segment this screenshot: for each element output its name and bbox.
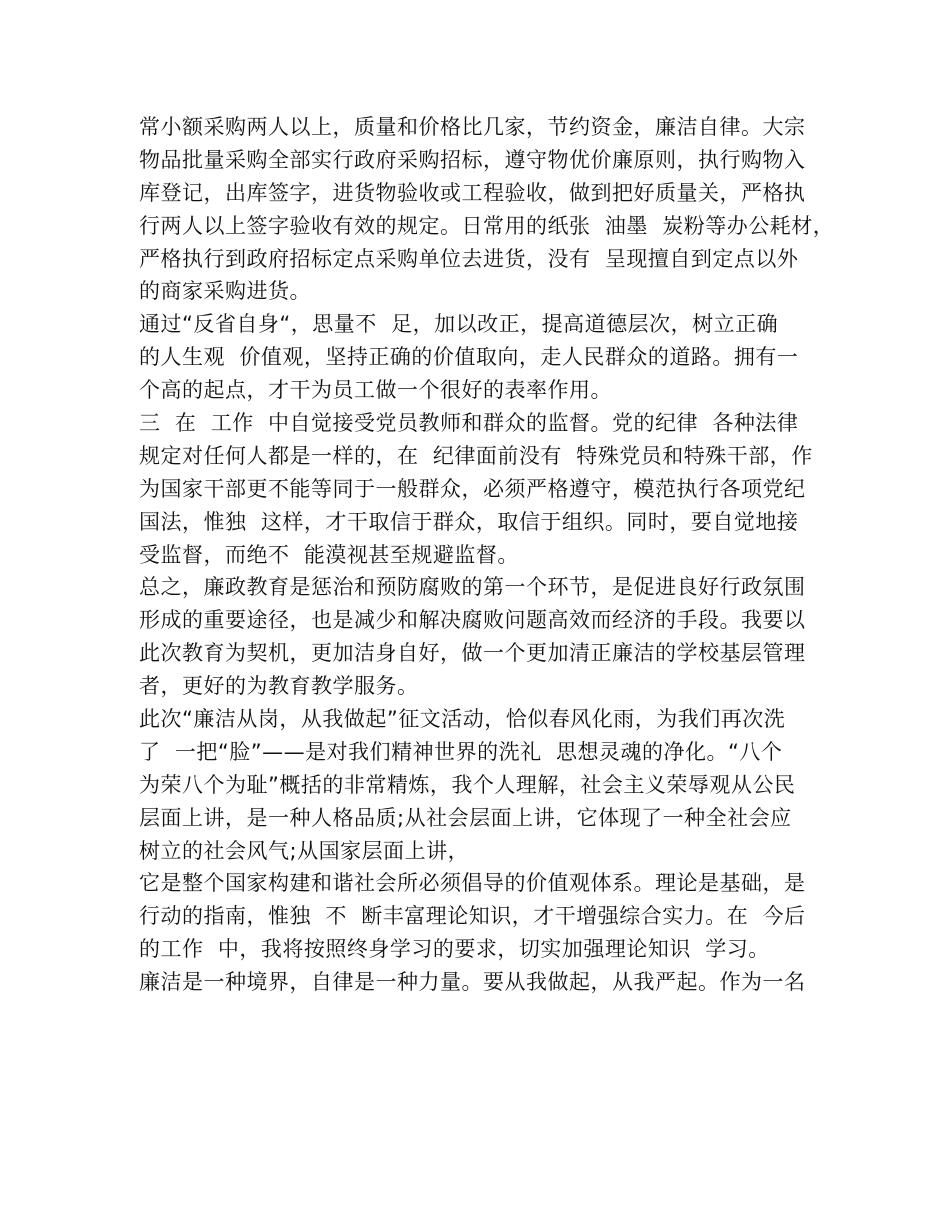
text-line: 总之，廉政教育是惩治和预防腐败的第一个环节，是促进良好行政氛围 [139, 575, 806, 600]
text-line: 树立的社会风气;从国家层面上讲， [139, 838, 470, 863]
text-line: 常小额采购两人以上，质量和价格比几家，节约资金，廉洁自律。大宗 [139, 115, 806, 139]
text-line: 了 一把“脸”——是对我们精神世界的洗礼 思想灵魂的净化。“八个 [139, 739, 783, 764]
text-line: 行两人以上签字验收有效的规定。日常用的纸张 油墨 炭粉等办公耗材， [139, 213, 835, 238]
text-line: 库登记，出库签字，进货物验收或工程验收，做到把好质量关，严格执 [139, 180, 806, 205]
text-line: 为国家干部更不能等同于一般群众，必须严格遵守，模范执行各项党纪 [139, 476, 806, 501]
text-line: 为荣八个为耻”概括的非常精炼，我个人理解，社会主义荣辱观从公民 [139, 772, 796, 797]
text-line: 它是整个国家构建和谐社会所必须倡导的价值观体系。理论是基础，是 [139, 871, 806, 896]
text-line: 此次教育为契机，更加洁身自好，做一个更加清正廉洁的学校基层管理 [139, 641, 806, 666]
text-line: 行动的指南，惟独 不 断丰富理论知识，才干增强综合实力。在 今后 [139, 904, 806, 929]
text-line: 形成的重要途径，也是减少和解决腐败问题高效而经济的手段。我要以 [139, 608, 806, 633]
text-line: 通过“反省自身“，思量不 足，加以改正，提高道德层次，树立正确 [139, 312, 779, 337]
text-line: 三 在 工作 中自觉接受党员教师和群众的监督。党的纪律 各种法律 [139, 411, 799, 436]
text-line: 的工作 中，我将按照终身学习的要求，切实加强理论知识 学习。 [139, 937, 770, 962]
text-line: 者，更好的为教育教学服务。 [139, 674, 419, 699]
text-line: 受监督，而绝不 能漠视甚至规避监督。 [139, 542, 519, 567]
text-line: 此次“廉洁从岗，从我做起”征文活动，恰似春风化雨，为我们再次洗 [139, 707, 786, 732]
text-line: 国法，惟独 这样，才干取信于群众，取信于组织。同时，要自觉地接 [139, 509, 799, 534]
text-line: 廉洁是一种境界，自律是一种力量。要从我做起，从我严起。作为一名 [139, 970, 806, 995]
text-line: 个高的起点，才干为员工做一个很好的表率作用。 [139, 378, 612, 403]
text-line: 物品批量采购全部实行政府采购招标，遵守物优价廉原则，执行购物入 [139, 147, 806, 172]
text-line: 严格执行到政府招标定点采购单位去进货，没有 呈现擅自到定点以外 [139, 246, 799, 271]
text-line: 的商家采购进货。 [139, 279, 311, 304]
body-text [139, 111, 835, 999]
text-line: 规定对任何人都是一样的，在 纪律面前没有 特殊党员和特殊干部，作 [139, 443, 813, 468]
text-line: 的人生观 价值观，坚持正确的价值取向，走人民群众的道路。拥有一 [139, 345, 799, 370]
text-line: 层面上讲，是一种人格品质;从社会层面上讲，它体现了一种全社会应 [139, 805, 792, 830]
